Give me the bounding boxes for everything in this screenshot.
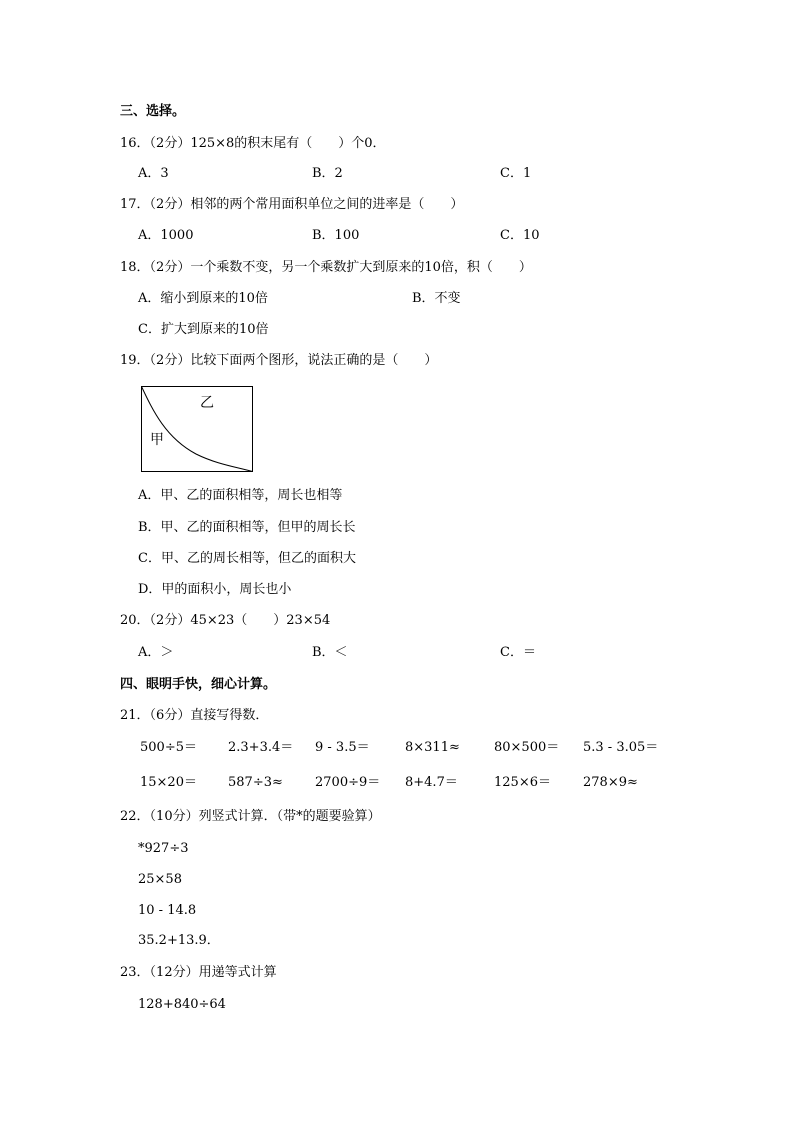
rectangle-split-diagram <box>141 386 253 472</box>
calc-item: 80×500＝ <box>494 740 560 755</box>
question-16-option-a: A．3 <box>138 166 169 181</box>
figure-rectangle-outline <box>142 387 253 472</box>
calc-item: 9 - 3.5＝ <box>315 740 370 755</box>
vertical-calc-item: 10 - 14.8 <box>138 903 197 918</box>
question-22-stem: 22．（10分）列竖式计算．（带*的题要验算） <box>120 809 381 824</box>
question-20-option-c: C．＝ <box>500 645 536 660</box>
question-17-option-c: C．10 <box>500 228 540 243</box>
question-16-stem: 16．（2分）125×8的积末尾有（ ）个0． <box>120 136 386 151</box>
calc-item: 15×20＝ <box>140 775 197 790</box>
question-19-option-d: D．甲的面积小，周长也小 <box>138 582 292 597</box>
calc-item: 8+4.7＝ <box>405 775 458 790</box>
question-18-stem: 18．（2分）一个乘数不变，另一个乘数扩大到原来的10倍，积（ ） <box>120 260 532 275</box>
question-19-stem: 19．（2分）比较下面两个图形，说法正确的是（ ） <box>120 353 438 368</box>
vertical-calc-item: 25×58 <box>138 872 182 887</box>
question-18-option-b: B．不变 <box>412 291 461 306</box>
question-17-stem: 17．（2分）相邻的两个常用面积单位之间的进率是（ ） <box>120 197 464 212</box>
vertical-calc-item: *927÷3 <box>138 841 189 856</box>
calc-item: 587÷3≈ <box>228 775 283 790</box>
figure-label-jia: 甲 <box>150 432 164 448</box>
question-23-stem: 23．（12分）用递等式计算 <box>120 965 277 980</box>
question-17-option-a: A．1000 <box>138 228 194 243</box>
section-3-heading: 三、选择。 <box>120 104 186 119</box>
calc-item: 5.3 - 3.05＝ <box>583 740 659 755</box>
calc-item: 500÷5＝ <box>140 740 197 755</box>
calc-item: 125×6＝ <box>494 775 551 790</box>
question-18-option-a: A．缩小到原来的10倍 <box>138 291 268 306</box>
figure-label-yi: 乙 <box>200 395 214 411</box>
calc-item: 278×9≈ <box>583 775 638 790</box>
vertical-calc-item: 35.2+13.9． <box>138 933 220 948</box>
question-20-option-a: A．＞ <box>138 645 174 660</box>
question-16-option-c: C．1 <box>500 166 532 181</box>
question-20-stem: 20．（2分）45×23（ ）23×54 <box>120 613 331 628</box>
section-4-heading: 四、眼明手快，细心计算。 <box>120 677 277 692</box>
calc-item: 2700÷9＝ <box>315 775 381 790</box>
calc-item: 2.3+3.4＝ <box>228 740 294 755</box>
question-19-figure <box>141 386 253 472</box>
question-19-option-b: B．甲、乙的面积相等，但甲的周长长 <box>138 520 356 535</box>
stepwise-calc-item: 128+840÷64 <box>138 997 226 1012</box>
question-16-option-b: B．2 <box>312 166 343 181</box>
question-19-option-a: A．甲、乙的面积相等，周长也相等 <box>138 488 343 503</box>
question-20-option-b: B．＜ <box>312 645 348 660</box>
question-21-stem: 21．（6分）直接写得数． <box>120 708 269 723</box>
calc-item: 8×311≈ <box>405 740 460 755</box>
question-18-option-c: C．扩大到原来的10倍 <box>138 322 269 337</box>
question-17-option-b: B．100 <box>312 228 360 243</box>
question-19-option-c: C．甲、乙的周长相等，但乙的面积大 <box>138 551 356 566</box>
